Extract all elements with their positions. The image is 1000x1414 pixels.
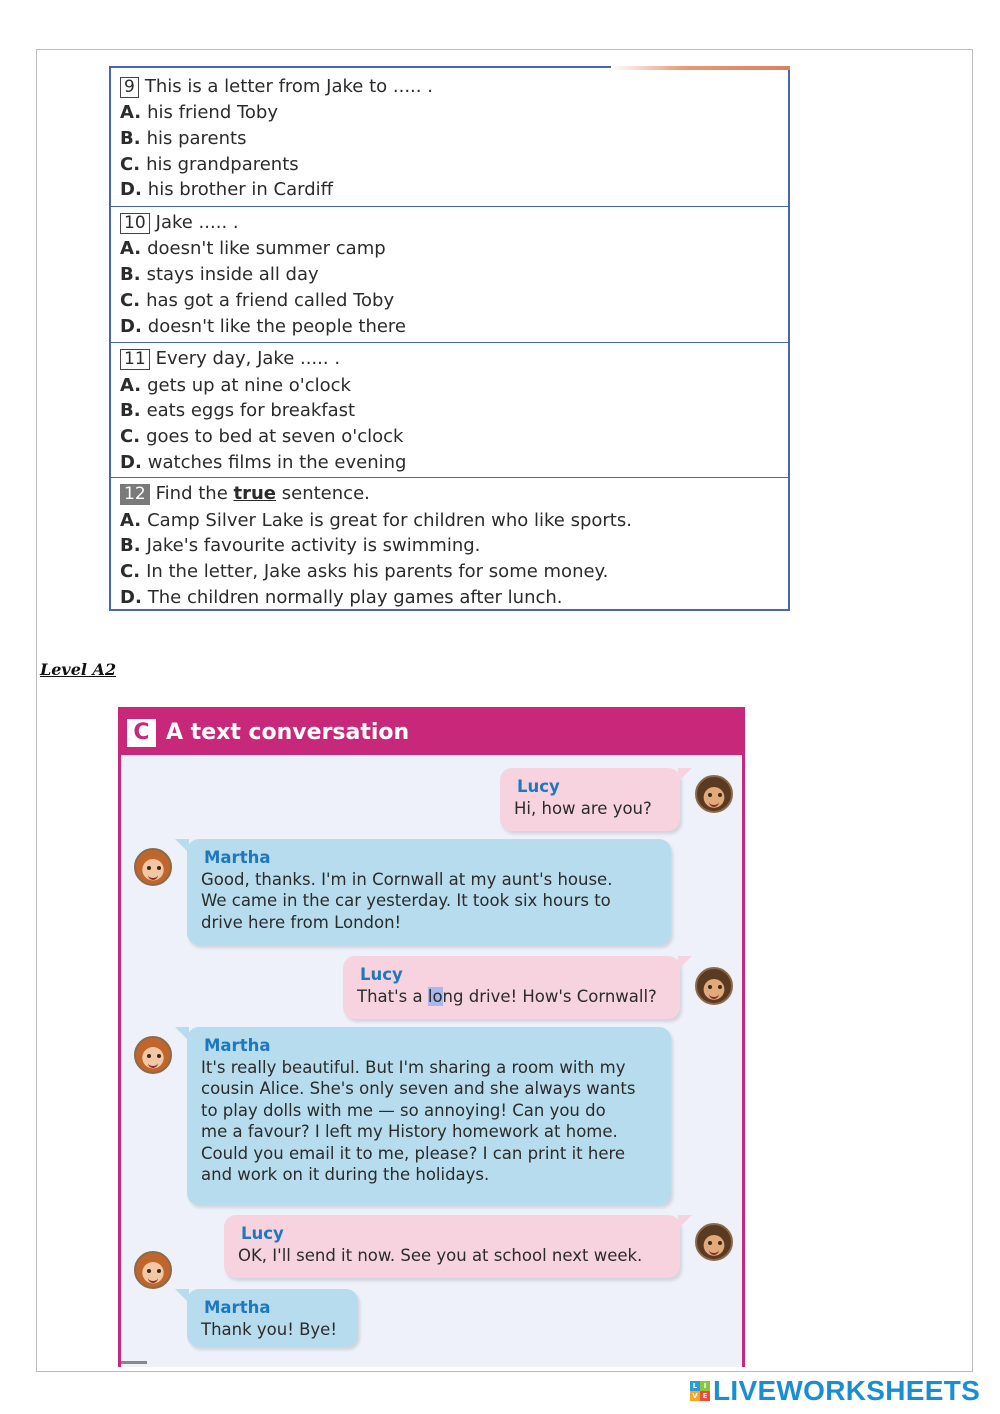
message-text-line: and work on it during the holidays. (201, 1165, 490, 1184)
message-bubble-lucy (343, 956, 680, 1019)
answer-option-d[interactable]: D. watches films in the evening (120, 452, 407, 473)
message-text-line: cousin Alice. She's only seven and she always wants (201, 1079, 636, 1098)
message-text-line: drive here from London! (201, 912, 402, 932)
martha-avatar-icon (134, 1036, 172, 1074)
question-number: 11 (120, 349, 150, 370)
divider (121, 1361, 147, 1364)
lucy-avatar-icon (695, 967, 733, 1005)
section-badge: C (127, 719, 156, 747)
question-number: 12 (120, 484, 150, 505)
message-text-line: me a favour? I left my History homework at home. (201, 1122, 618, 1141)
answer-option-b[interactable]: B. eats eggs for breakfast (120, 400, 356, 421)
message-bubble-lucy (224, 1215, 680, 1278)
answer-option-d[interactable]: D. doesn't like the people there (120, 316, 407, 337)
liveworksheets-logo[interactable] (690, 1374, 980, 1408)
answer-option-c[interactable]: C. has got a friend called Toby (120, 290, 395, 311)
logo-text: LIVEWORKSHEETS (713, 1375, 981, 1406)
answer-option-c[interactable]: C. goes to bed at seven o'clock (120, 426, 404, 447)
answer-option-c[interactable]: C. his grandparents (120, 154, 299, 175)
message-bubble-martha (187, 1027, 671, 1205)
answer-option-d[interactable]: D. The children normally play games after lunch. (120, 587, 563, 608)
message-bubble-martha (187, 839, 671, 945)
lucy-avatar-icon (695, 775, 733, 813)
section-header (121, 710, 742, 755)
question-stem: 12 Find the true sentence. (120, 483, 370, 505)
quiz-box (109, 66, 790, 611)
answer-option-d[interactable]: D. his brother in Cardiff (120, 179, 334, 200)
section-title: A text conversation (166, 720, 410, 745)
answer-option-b[interactable]: B. Jake's favourite activity is swimming. (120, 535, 481, 556)
question-stem: 9 This is a letter from Jake to ..... . (120, 76, 433, 98)
martha-avatar-icon (134, 1251, 172, 1289)
message-text-line: It's really beautiful. But I'm sharing a room with my (201, 1057, 626, 1077)
sender-name: Lucy (360, 965, 403, 984)
answer-option-a[interactable]: A. doesn't like summer camp (120, 238, 386, 259)
answer-option-b[interactable]: B. stays inside all day (120, 264, 319, 285)
question-stem: 11 Every day, Jake ..... . (120, 348, 340, 370)
message-text-line: Could you email it to me, please? I can print it here (201, 1143, 626, 1163)
answer-option-c[interactable]: C. In the letter, Jake asks his parents for some money. (120, 561, 609, 582)
question-10 (111, 206, 788, 342)
text-conversation-panel (118, 707, 745, 1367)
answer-option-a[interactable]: A. his friend Toby (120, 102, 279, 123)
message-text: Hi, how are you? (514, 798, 652, 818)
message-text: OK, I'll send it now. See you at school next week. (238, 1245, 643, 1265)
message-bubble-martha (187, 1289, 358, 1347)
question-11 (111, 342, 788, 477)
sender-name: Martha (204, 1298, 271, 1317)
lucy-avatar-icon (695, 1223, 733, 1261)
question-number: 9 (120, 77, 139, 98)
question-12 (111, 477, 788, 611)
message-text-line: to play dolls with me — so annoying! Can you do (201, 1100, 606, 1120)
level-label: Level A2 (40, 660, 117, 679)
answer-option-b[interactable]: B. his parents (120, 128, 247, 149)
question-number: 10 (120, 213, 150, 234)
question-stem: 10 Jake ..... . (120, 212, 239, 234)
sender-name: Lucy (517, 777, 560, 796)
message-bubble-lucy (500, 768, 680, 831)
answer-option-a[interactable]: A. Camp Silver Lake is great for children who like sports. (120, 510, 632, 531)
message-text: Thank you! Bye! (201, 1319, 337, 1339)
message-text-line: Good, thanks. I'm in Cornwall at my aunt's house. (201, 869, 613, 889)
answer-option-a[interactable]: A. gets up at nine o'clock (120, 375, 351, 396)
sender-name: Martha (204, 1036, 271, 1055)
sender-name: Martha (204, 848, 271, 867)
message-text: That's a long drive! How's Cornwall? (357, 986, 657, 1006)
question-9 (111, 68, 788, 206)
sender-name: Lucy (241, 1224, 284, 1243)
text-highlight: lo (427, 986, 443, 1006)
martha-avatar-icon (134, 848, 172, 886)
logo-mark-icon: L I V E (690, 1381, 710, 1401)
message-text-line: We came in the car yesterday. It took six hours to (201, 891, 611, 910)
